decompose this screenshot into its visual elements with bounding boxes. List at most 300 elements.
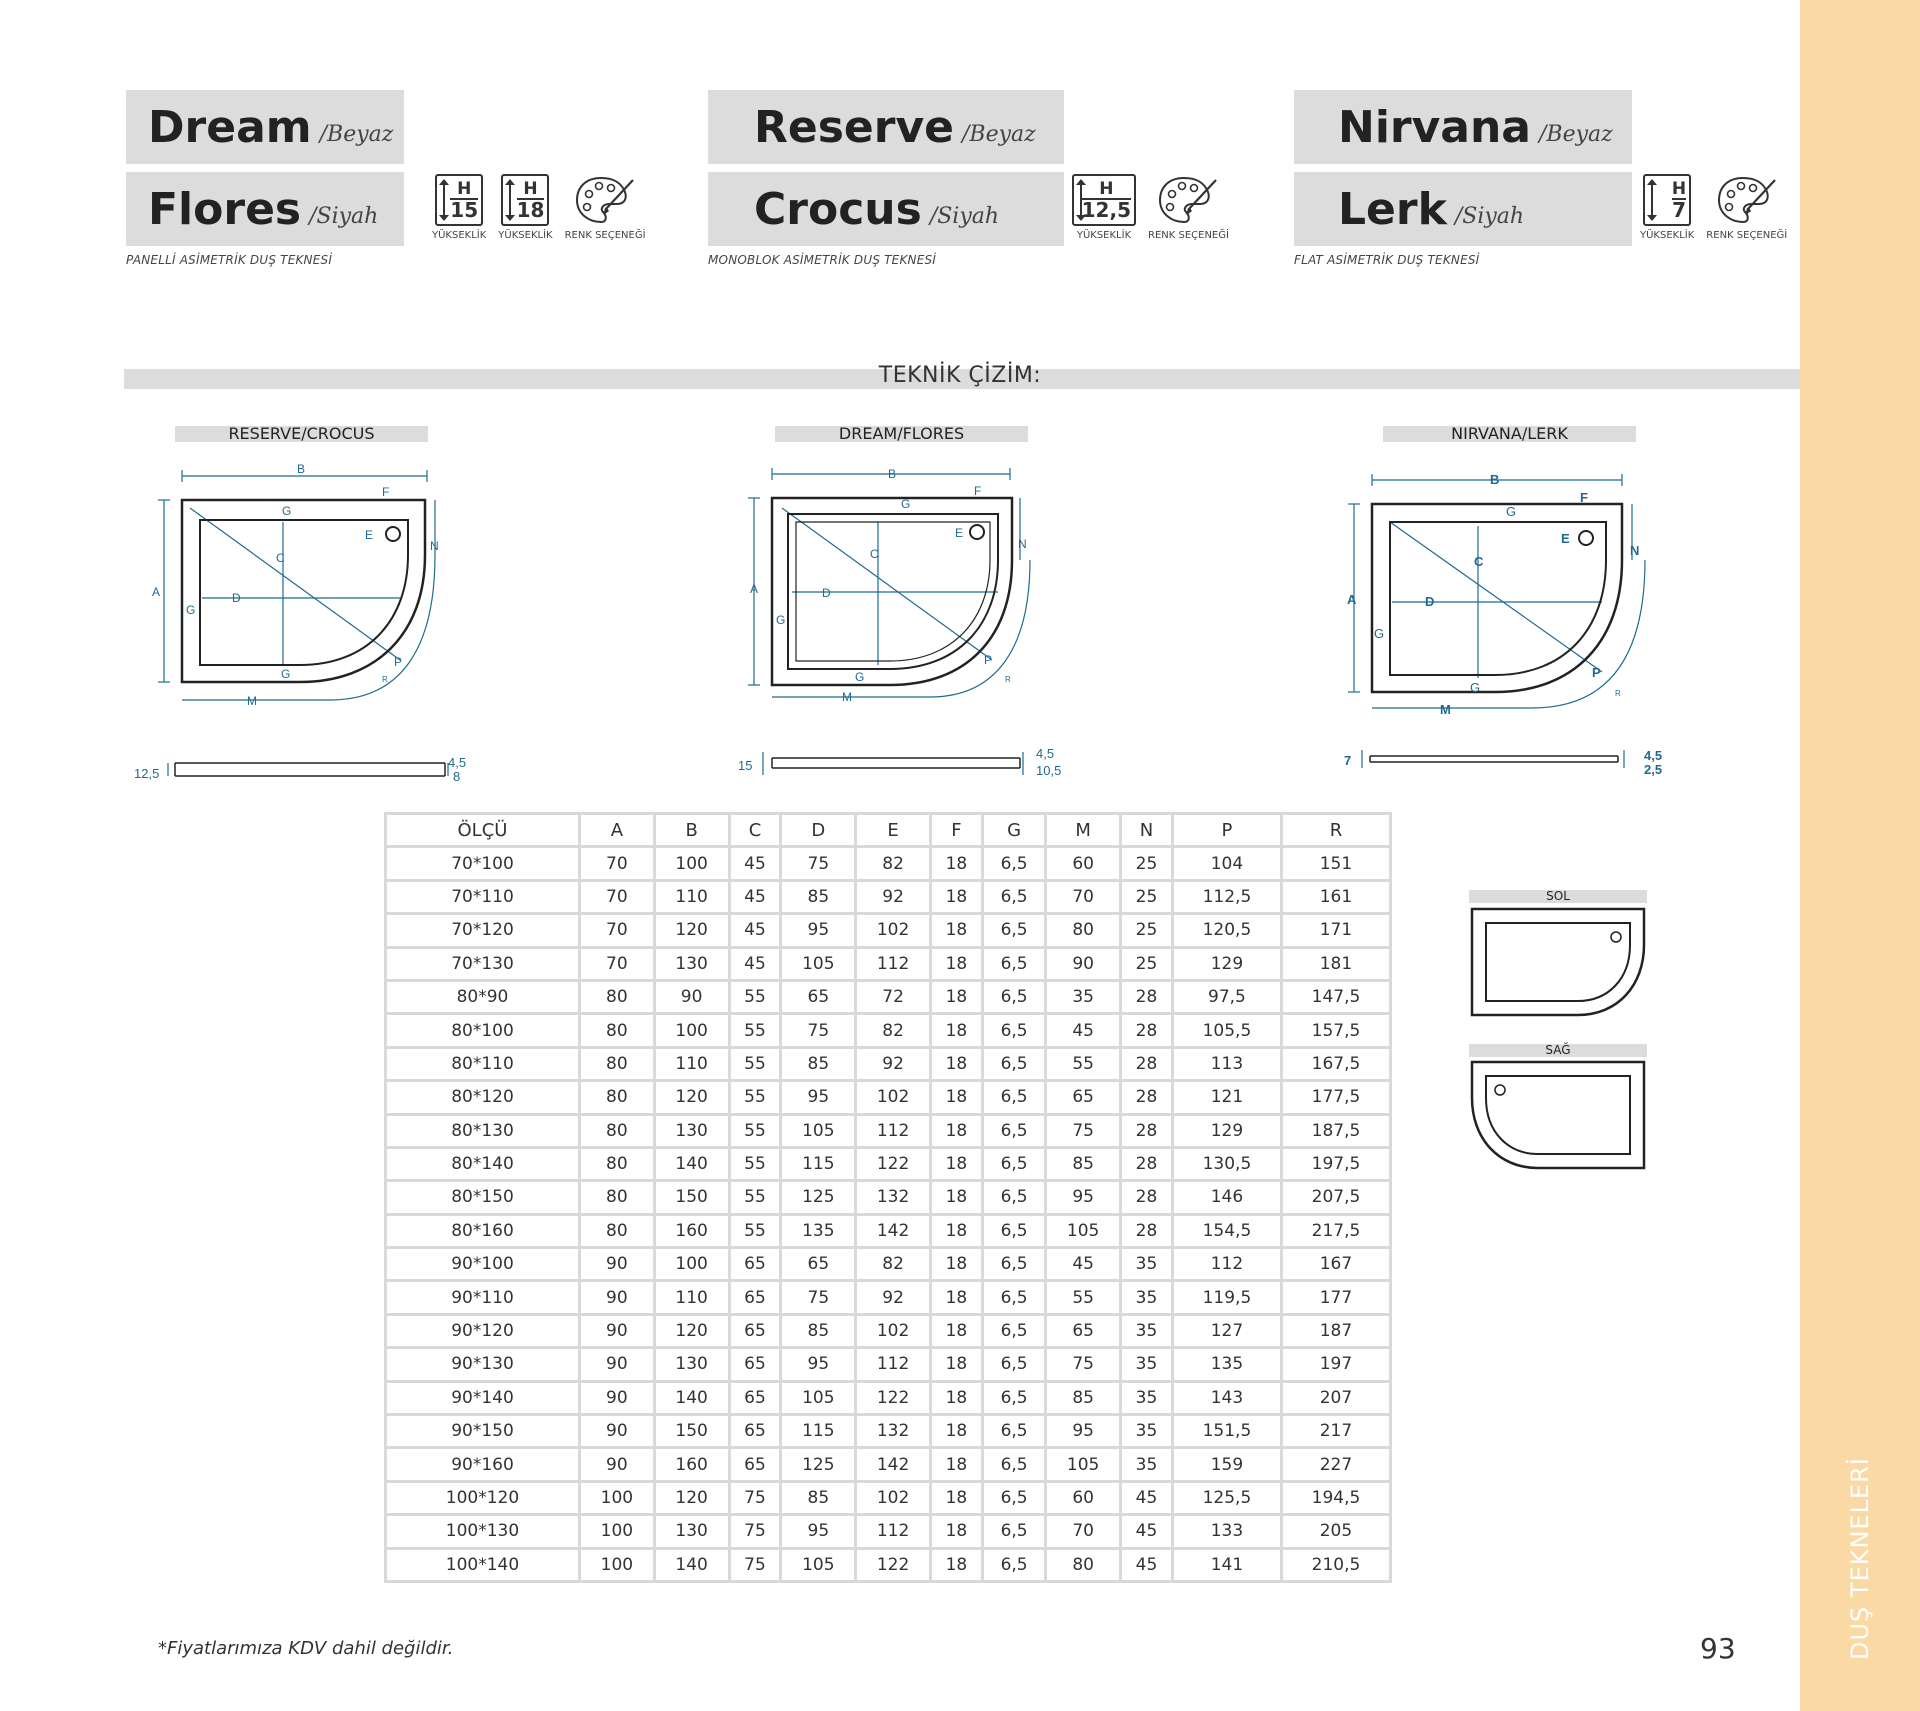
value-cell: 82: [856, 847, 931, 880]
value-cell: 120: [654, 914, 729, 947]
product-color: /Beyaz: [961, 121, 1036, 147]
icon-caption: RENK SEÇENEĞİ: [1148, 230, 1229, 241]
sidebar-label: DUŞ TEKNELERİ: [1846, 1457, 1874, 1660]
dim-g: G: [186, 603, 196, 617]
value-cell: 217,5: [1281, 1214, 1390, 1247]
column-header: N: [1121, 814, 1173, 847]
value-cell: 45: [729, 880, 781, 913]
height-feature: [1072, 174, 1136, 241]
value-cell: 45: [1046, 1014, 1121, 1047]
value-cell: 25: [1121, 847, 1173, 880]
value-cell: 141: [1172, 1548, 1281, 1581]
value-cell: 140: [654, 1147, 729, 1180]
value-cell: 18: [930, 1147, 982, 1180]
value-cell: 25: [1121, 880, 1173, 913]
column-header: B: [654, 814, 729, 847]
value-cell: 70: [580, 880, 655, 913]
value-cell: 35: [1121, 1348, 1173, 1381]
icon-caption: RENK SEÇENEĞİ: [1706, 230, 1788, 241]
value-cell: 75: [729, 1481, 781, 1514]
dim-d: D: [822, 586, 831, 600]
profile-rim: 4,5: [1036, 746, 1055, 761]
height-feature: [1640, 174, 1694, 241]
value-cell: 6,5: [982, 1381, 1045, 1414]
value-cell: 6,5: [982, 1147, 1045, 1180]
product-name: Nirvana: [1338, 101, 1531, 153]
size-cell: 80*160: [386, 1214, 580, 1247]
value-cell: 82: [856, 1248, 931, 1281]
color-feature: [565, 174, 646, 241]
tray-drawing-reserve: [130, 460, 470, 790]
product-name-dream: [126, 90, 404, 164]
value-cell: 35: [1046, 980, 1121, 1013]
value-cell: 85: [1046, 1147, 1121, 1180]
dim-p: P: [1592, 665, 1601, 680]
value-cell: 143: [1172, 1381, 1281, 1414]
value-cell: 140: [654, 1548, 729, 1581]
value-cell: 75: [781, 847, 856, 880]
value-cell: 125: [781, 1181, 856, 1214]
dim-e: E: [1561, 531, 1570, 546]
value-cell: 60: [1046, 1481, 1121, 1514]
value-cell: 6,5: [982, 1047, 1045, 1080]
value-cell: 45: [1121, 1548, 1173, 1581]
value-cell: 110: [654, 1047, 729, 1080]
value-cell: 35: [1121, 1314, 1173, 1347]
height-icon: H 7: [1643, 174, 1691, 226]
height-value: 12,5: [1081, 197, 1131, 222]
value-cell: 28: [1121, 980, 1173, 1013]
value-cell: 122: [856, 1381, 931, 1414]
height-feature: [432, 174, 486, 241]
color-feature: [1148, 174, 1229, 241]
table-row: [386, 947, 1391, 980]
value-cell: 120: [654, 1481, 729, 1514]
value-cell: 122: [856, 1147, 931, 1180]
value-cell: 80: [580, 1014, 655, 1047]
value-cell: 161: [1281, 880, 1390, 913]
value-cell: 142: [856, 1214, 931, 1247]
table-row: [386, 1114, 1391, 1147]
color-feature: [1706, 174, 1787, 241]
value-cell: 82: [856, 1014, 931, 1047]
size-table: [384, 812, 1392, 1583]
dim-n: N: [1630, 543, 1640, 558]
palette-icon: [573, 174, 637, 226]
size-cell: 70*120: [386, 914, 580, 947]
value-cell: 75: [1046, 1348, 1121, 1381]
table-row: [386, 1014, 1391, 1047]
dim-g: G: [901, 497, 911, 511]
value-cell: 18: [930, 847, 982, 880]
value-cell: 18: [930, 880, 982, 913]
value-cell: 80: [1046, 914, 1121, 947]
dim-d: D: [232, 591, 241, 605]
value-cell: 6,5: [982, 1114, 1045, 1147]
value-cell: 171: [1281, 914, 1390, 947]
feature-icons: [1640, 174, 1787, 241]
value-cell: 127: [1172, 1314, 1281, 1347]
value-cell: 70: [580, 847, 655, 880]
column-header: M: [1046, 814, 1121, 847]
value-cell: 18: [930, 1014, 982, 1047]
table-row: [386, 880, 1391, 913]
value-cell: 150: [654, 1415, 729, 1448]
column-header: R: [1281, 814, 1390, 847]
value-cell: 85: [781, 1047, 856, 1080]
value-cell: 6,5: [982, 914, 1045, 947]
value-cell: 70: [580, 947, 655, 980]
value-cell: 18: [930, 1448, 982, 1481]
value-cell: 210,5: [1281, 1548, 1390, 1581]
value-cell: 129: [1172, 947, 1281, 980]
value-cell: 55: [729, 1181, 781, 1214]
value-cell: 18: [930, 1314, 982, 1347]
value-cell: 130,5: [1172, 1147, 1281, 1180]
value-cell: 112: [1172, 1248, 1281, 1281]
value-cell: 151,5: [1172, 1415, 1281, 1448]
value-cell: 6,5: [982, 1181, 1045, 1214]
dim-b: B: [888, 467, 897, 481]
value-cell: 105: [781, 947, 856, 980]
value-cell: 65: [729, 1248, 781, 1281]
dim-a: A: [152, 585, 161, 599]
profile-base: 2,5: [1644, 762, 1663, 777]
value-cell: 80: [1046, 1548, 1121, 1581]
value-cell: 75: [729, 1548, 781, 1581]
value-cell: 18: [930, 1481, 982, 1514]
value-cell: 65: [729, 1348, 781, 1381]
value-cell: 105: [781, 1548, 856, 1581]
height-icon: H 12,5: [1072, 174, 1136, 226]
size-cell: 100*120: [386, 1481, 580, 1514]
product-name-crocus: [708, 172, 1064, 246]
value-cell: 197: [1281, 1348, 1390, 1381]
value-cell: 129: [1172, 1114, 1281, 1147]
dim-g: G: [855, 670, 865, 684]
value-cell: 90: [580, 1448, 655, 1481]
value-cell: 197,5: [1281, 1147, 1390, 1180]
value-cell: 18: [930, 1248, 982, 1281]
value-cell: 18: [930, 1415, 982, 1448]
product-subtitle: PANELLİ ASİMETRİK DUŞ TEKNESİ: [126, 253, 333, 267]
value-cell: 100: [580, 1481, 655, 1514]
column-header: D: [781, 814, 856, 847]
value-cell: 35: [1121, 1415, 1173, 1448]
value-cell: 154,5: [1172, 1214, 1281, 1247]
product-color: /Siyah: [929, 203, 1000, 229]
value-cell: 6,5: [982, 947, 1045, 980]
value-cell: 100: [654, 1248, 729, 1281]
section-sidebar: [1800, 0, 1920, 1711]
value-cell: 55: [729, 1147, 781, 1180]
size-cell: 80*90: [386, 980, 580, 1013]
dim-e: E: [955, 526, 964, 540]
size-cell: 70*130: [386, 947, 580, 980]
value-cell: 177: [1281, 1281, 1390, 1314]
value-cell: 6,5: [982, 1448, 1045, 1481]
dim-g: G: [281, 667, 291, 681]
table-row: [386, 1415, 1391, 1448]
table-row: [386, 1047, 1391, 1080]
value-cell: 45: [729, 914, 781, 947]
value-cell: 90: [580, 1314, 655, 1347]
value-cell: 65: [729, 1281, 781, 1314]
product-name-nirvana: [1294, 90, 1632, 164]
size-cell: 80*140: [386, 1147, 580, 1180]
value-cell: 135: [1172, 1348, 1281, 1381]
value-cell: 181: [1281, 947, 1390, 980]
size-cell: 70*100: [386, 847, 580, 880]
value-cell: 113: [1172, 1047, 1281, 1080]
view-label-left: SOL: [1469, 890, 1647, 903]
value-cell: 28: [1121, 1081, 1173, 1114]
product-color: /Siyah: [1454, 203, 1525, 229]
value-cell: 55: [1046, 1281, 1121, 1314]
value-cell: 115: [781, 1147, 856, 1180]
product-name: Dream: [148, 101, 312, 153]
value-cell: 90: [580, 1348, 655, 1381]
profile-rim: 4,5: [1644, 748, 1663, 763]
value-cell: 85: [781, 1314, 856, 1347]
value-cell: 125: [781, 1448, 856, 1481]
value-cell: 112,5: [1172, 880, 1281, 913]
value-cell: 45: [1046, 1248, 1121, 1281]
profile-base: 8: [453, 769, 461, 784]
value-cell: 6,5: [982, 1214, 1045, 1247]
value-cell: 6,5: [982, 1415, 1045, 1448]
value-cell: 147,5: [1281, 980, 1390, 1013]
dim-g: G: [282, 504, 292, 518]
value-cell: 95: [781, 914, 856, 947]
value-cell: 100: [580, 1548, 655, 1581]
column-header: G: [982, 814, 1045, 847]
profile-height: 7: [1344, 753, 1352, 768]
dim-r: R: [1615, 689, 1621, 698]
value-cell: 35: [1121, 1281, 1173, 1314]
value-cell: 100: [654, 847, 729, 880]
table-row: [386, 1147, 1391, 1180]
size-cell: 80*130: [386, 1114, 580, 1147]
drawing-label: DREAM/FLORES: [775, 426, 1028, 442]
size-cell: 90*140: [386, 1381, 580, 1414]
footnote: *Fiyatlarımıza KDV dahil değildir.: [158, 1638, 454, 1659]
value-cell: 35: [1121, 1248, 1173, 1281]
value-cell: 75: [781, 1281, 856, 1314]
value-cell: 95: [781, 1515, 856, 1548]
table-row: [386, 1281, 1391, 1314]
column-header: E: [856, 814, 931, 847]
dim-m: M: [1440, 702, 1451, 717]
palette-icon: [1715, 174, 1779, 226]
size-cell: 100*130: [386, 1515, 580, 1548]
value-cell: 95: [781, 1348, 856, 1381]
value-cell: 112: [856, 947, 931, 980]
value-cell: 70: [1046, 880, 1121, 913]
value-cell: 135: [781, 1214, 856, 1247]
value-cell: 205: [1281, 1515, 1390, 1548]
table-row: [386, 1214, 1391, 1247]
tray-drawing-nirvana: [1340, 460, 1680, 790]
value-cell: 227: [1281, 1448, 1390, 1481]
value-cell: 6,5: [982, 1548, 1045, 1581]
value-cell: 92: [856, 1047, 931, 1080]
value-cell: 18: [930, 947, 982, 980]
value-cell: 65: [781, 1248, 856, 1281]
table-row: [386, 1481, 1391, 1514]
product-name-flores: [126, 172, 404, 246]
table-row: [386, 1314, 1391, 1347]
height-feature: [498, 174, 552, 241]
value-cell: 146: [1172, 1181, 1281, 1214]
tray-view-left: [1468, 905, 1648, 1020]
dim-p: P: [394, 655, 403, 669]
value-cell: 75: [781, 1014, 856, 1047]
table-row: [386, 847, 1391, 880]
dim-r: R: [1005, 675, 1011, 684]
feature-icons: [1072, 174, 1229, 241]
value-cell: 55: [729, 980, 781, 1013]
value-cell: 194,5: [1281, 1481, 1390, 1514]
size-cell: 80*110: [386, 1047, 580, 1080]
value-cell: 120: [654, 1081, 729, 1114]
value-cell: 18: [930, 1114, 982, 1147]
dim-g: G: [776, 613, 786, 627]
value-cell: 90: [580, 1248, 655, 1281]
value-cell: 6,5: [982, 1014, 1045, 1047]
value-cell: 65: [1046, 1081, 1121, 1114]
size-cell: 80*120: [386, 1081, 580, 1114]
value-cell: 80: [580, 1047, 655, 1080]
product-color: /Siyah: [309, 203, 379, 229]
value-cell: 112: [856, 1348, 931, 1381]
value-cell: 85: [781, 880, 856, 913]
value-cell: 80: [580, 1181, 655, 1214]
table-row: [386, 1515, 1391, 1548]
value-cell: 112: [856, 1114, 931, 1147]
value-cell: 65: [729, 1448, 781, 1481]
product-subtitle: MONOBLOK ASİMETRİK DUŞ TEKNESİ: [708, 253, 937, 267]
drawing-label: RESERVE/CROCUS: [175, 426, 428, 442]
value-cell: 65: [729, 1381, 781, 1414]
value-cell: 130: [654, 1515, 729, 1548]
value-cell: 90: [580, 1381, 655, 1414]
value-cell: 102: [856, 1081, 931, 1114]
value-cell: 25: [1121, 914, 1173, 947]
value-cell: 105: [1046, 1448, 1121, 1481]
value-cell: 125,5: [1172, 1481, 1281, 1514]
view-label-right: SAĞ: [1469, 1044, 1647, 1057]
height-icon: H 15: [435, 174, 483, 226]
value-cell: 133: [1172, 1515, 1281, 1548]
column-header: F: [930, 814, 982, 847]
product-name: Reserve: [754, 101, 954, 153]
value-cell: 121: [1172, 1081, 1281, 1114]
value-cell: 105: [1046, 1214, 1121, 1247]
icon-caption: YÜKSEKLİK: [498, 230, 553, 241]
value-cell: 95: [1046, 1415, 1121, 1448]
value-cell: 55: [729, 1114, 781, 1147]
product-name: Lerk: [1338, 183, 1447, 235]
value-cell: 102: [856, 1481, 931, 1514]
value-cell: 217: [1281, 1415, 1390, 1448]
value-cell: 55: [729, 1214, 781, 1247]
value-cell: 112: [856, 1515, 931, 1548]
value-cell: 45: [1121, 1515, 1173, 1548]
value-cell: 65: [729, 1415, 781, 1448]
value-cell: 28: [1121, 1047, 1173, 1080]
value-cell: 55: [1046, 1047, 1121, 1080]
value-cell: 119,5: [1172, 1281, 1281, 1314]
value-cell: 55: [729, 1081, 781, 1114]
value-cell: 28: [1121, 1147, 1173, 1180]
value-cell: 80: [580, 1147, 655, 1180]
size-cell: 70*110: [386, 880, 580, 913]
dim-g: G: [1374, 626, 1385, 641]
value-cell: 105: [781, 1114, 856, 1147]
value-cell: 18: [930, 1047, 982, 1080]
value-cell: 60: [1046, 847, 1121, 880]
height-icon: H 18: [501, 174, 549, 226]
value-cell: 110: [654, 1281, 729, 1314]
value-cell: 132: [856, 1181, 931, 1214]
table-row: [386, 1381, 1391, 1414]
value-cell: 70: [1046, 1515, 1121, 1548]
profile-rim: 4,5: [448, 755, 467, 770]
tray-view-right: [1468, 1058, 1648, 1173]
dim-e: E: [365, 528, 374, 542]
size-cell: 90*160: [386, 1448, 580, 1481]
value-cell: 6,5: [982, 880, 1045, 913]
value-cell: 142: [856, 1448, 931, 1481]
height-value: 15: [450, 197, 479, 222]
size-cell: 80*100: [386, 1014, 580, 1047]
size-cell: 90*130: [386, 1348, 580, 1381]
value-cell: 105: [781, 1381, 856, 1414]
value-cell: 80: [580, 1081, 655, 1114]
value-cell: 130: [654, 1348, 729, 1381]
value-cell: 28: [1121, 1214, 1173, 1247]
value-cell: 85: [781, 1481, 856, 1514]
dim-m: M: [247, 694, 257, 708]
product-name-lerk: [1294, 172, 1632, 246]
value-cell: 70: [580, 914, 655, 947]
value-cell: 55: [729, 1014, 781, 1047]
value-cell: 18: [930, 980, 982, 1013]
value-cell: 140: [654, 1381, 729, 1414]
table-row: [386, 1181, 1391, 1214]
value-cell: 151: [1281, 847, 1390, 880]
value-cell: 187: [1281, 1314, 1390, 1347]
value-cell: 18: [930, 1214, 982, 1247]
value-cell: 80: [580, 980, 655, 1013]
value-cell: 65: [729, 1314, 781, 1347]
height-value: 18: [516, 197, 545, 222]
height-value: 7: [1672, 197, 1686, 222]
icon-caption: YÜKSEKLİK: [1076, 230, 1132, 241]
dim-c: C: [870, 547, 879, 561]
table-row: [386, 1248, 1391, 1281]
column-header: C: [729, 814, 781, 847]
value-cell: 75: [1046, 1114, 1121, 1147]
dim-a: A: [1347, 592, 1357, 607]
dim-d: D: [1425, 594, 1435, 609]
value-cell: 207: [1281, 1381, 1390, 1414]
dim-c: C: [1474, 554, 1484, 569]
value-cell: 150: [654, 1181, 729, 1214]
table-header-row: [386, 814, 1391, 847]
value-cell: 18: [930, 914, 982, 947]
